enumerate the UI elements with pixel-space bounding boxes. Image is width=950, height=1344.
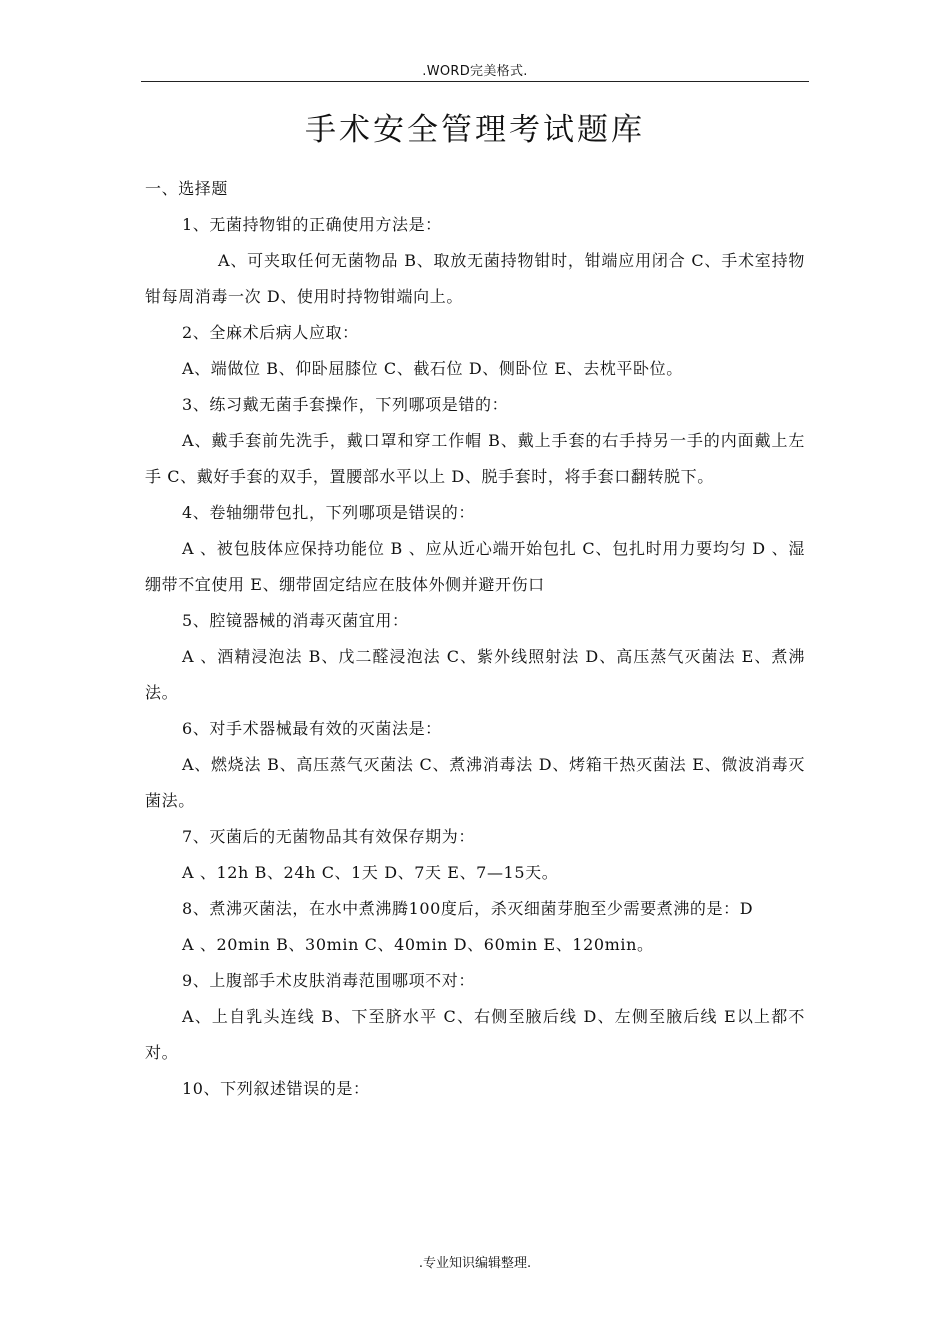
question-2: 2、全麻术后病人应取： <box>182 323 359 342</box>
document-title: 手术安全管理考试题库 <box>305 112 645 148</box>
question-2-options: A、端做位 B、仰卧屈膝位 C、截石位 D、侧卧位 E、去枕平卧位。 <box>182 359 683 378</box>
question-9-options: A、上自乳头连线 B、下至脐水平 C、右侧至腋后线 D、左侧至腋后线 E以上都不对。 <box>145 1007 805 1062</box>
question-8-options: A 、20min B、30min C、40min D、60min E、120min。 <box>182 935 654 954</box>
question-5-options: A 、酒精浸泡法 B、戊二醛浸泡法 C、紫外线照射法 D、高压蒸气灭菌法 E、煮沸法。 <box>145 647 805 702</box>
question-7-options: A 、12h B、24h C、1天 D、7天 E、7—15天。 <box>182 863 559 882</box>
question-7: 7、灭菌后的无菌物品其有效保存期为： <box>182 827 475 846</box>
section-heading: 一、选择题 <box>145 179 229 198</box>
question-3-options: A、戴手套前先洗手，戴口罩和穿工作帽 B、戴上手套的右手持另一手的内面戴上左手 C、戴好手套的双手，置腰部水平以上 D、脱手套时，将手套口翻转脱下。 <box>145 431 805 486</box>
question-3: 3、练习戴无菌手套操作，下列哪项是错的： <box>182 395 509 414</box>
document-body <box>145 171 805 1107</box>
question-8: 8、煮沸灭菌法，在水中煮沸腾100度后，杀灭细菌芽胞至少需要煮沸的是：D <box>182 899 754 918</box>
question-6-options: A、燃烧法 B、高压蒸气灭菌法 C、煮沸消毒法 D、烤箱干热灭菌法 E、微波消毒灭菌法。 <box>145 755 805 810</box>
question-10: 10、下列叙述错误的是： <box>182 1079 370 1098</box>
page-header: .WORD完美格式. <box>422 64 528 79</box>
header-divider <box>141 81 809 82</box>
question-6: 6、对手术器械最有效的灭菌法是： <box>182 719 442 738</box>
question-1: 1、无菌持物钳的正确使用方法是： <box>182 215 442 234</box>
question-9: 9、上腹部手术皮肤消毒范围哪项不对： <box>182 971 475 990</box>
question-5: 5、腔镜器械的消毒灭菌宜用： <box>182 611 409 630</box>
question-1-options: A、可夹取任何无菌物品 B、取放无菌持物钳时，钳端应用闭合 C、手术室持物钳每周消毒一次 D、使用时持物钳端向上。 <box>145 251 805 306</box>
page-footer: .专业知识编辑整理. <box>418 1256 532 1271</box>
question-4-options: A 、被包肢体应保持功能位 B 、应从近心端开始包扎 C、包扎时用力要均匀 D 、湿绷带不宜使用 E、绷带固定结应在肢体外侧并避开伤口 <box>145 539 805 594</box>
question-4: 4、卷轴绷带包扎，下列哪项是错误的： <box>182 503 475 522</box>
